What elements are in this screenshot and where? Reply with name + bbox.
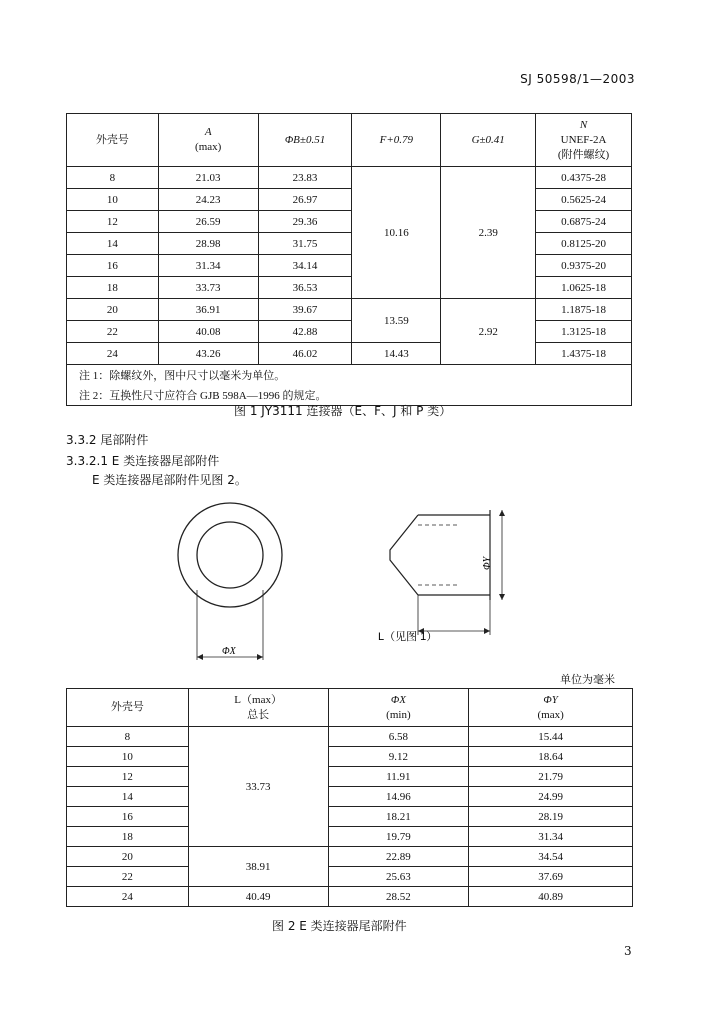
cell-x: 19.79 [328, 827, 469, 847]
col-header-y: ΦY (max) [469, 689, 633, 727]
cell-shell: 22 [67, 321, 159, 343]
cell-a: 24.23 [158, 189, 258, 211]
table-note: 注 1：除螺纹外，图中尺寸以毫米为单位。 [67, 365, 632, 386]
figure2-caption: 图 2 E 类连接器尾部附件 [272, 919, 407, 933]
table-note: 注 2：互换性尺寸应符合 GJB 598A—1996 的规定。 [67, 385, 632, 406]
cell-x: 28.52 [328, 887, 469, 907]
table-row [67, 167, 632, 189]
cell-l-group1: 33.73 [188, 727, 328, 847]
cell-n: 0.6875-24 [536, 211, 632, 233]
cell-shell: 10 [67, 189, 159, 211]
table-row [67, 255, 632, 277]
col-header-a: A (max) [158, 114, 258, 167]
col-header-b: ΦB±0.51 [258, 114, 352, 167]
cell-n: 0.4375-28 [536, 167, 632, 189]
cell-a: 33.73 [158, 277, 258, 299]
table-row [67, 767, 633, 787]
cell-shell: 24 [67, 343, 159, 365]
cell-a: 31.34 [158, 255, 258, 277]
cell-shell: 22 [67, 867, 189, 887]
unit-note: 单位为毫米 [560, 673, 615, 686]
cell-a: 40.08 [158, 321, 258, 343]
table-row [67, 827, 633, 847]
inner-circle [197, 522, 263, 588]
table-row [67, 211, 632, 233]
cell-y: 18.64 [469, 747, 633, 767]
cell-shell: 10 [67, 747, 189, 767]
cell-b: 42.88 [258, 321, 352, 343]
cell-x: 25.63 [328, 867, 469, 887]
cell-y: 21.79 [469, 767, 633, 787]
cell-y: 34.54 [469, 847, 633, 867]
table-row [67, 847, 633, 867]
col-header-g: G±0.41 [441, 114, 536, 167]
cell-shell: 8 [67, 167, 159, 189]
side-profile [390, 515, 418, 595]
cell-b: 31.75 [258, 233, 352, 255]
cell-y: 15.44 [469, 727, 633, 747]
cell-l-group2: 38.91 [188, 847, 328, 887]
col-header-x: ΦX (min) [328, 689, 469, 727]
cell-y: 37.69 [469, 867, 633, 887]
table-row [67, 189, 632, 211]
table-row [67, 343, 632, 365]
cell-y: 40.89 [469, 887, 633, 907]
cell-shell: 20 [67, 847, 189, 867]
arrow-head [499, 510, 505, 516]
cell-n: 1.1875-18 [536, 299, 632, 321]
cell-b: 29.36 [258, 211, 352, 233]
cell-b: 46.02 [258, 343, 352, 365]
cell-shell: 18 [67, 277, 159, 299]
table-row [67, 727, 633, 747]
cell-b: 23.83 [258, 167, 352, 189]
table-row [67, 867, 633, 887]
cell-shell: 8 [67, 727, 189, 747]
cell-shell: 16 [67, 255, 159, 277]
cell-shell: 24 [67, 887, 189, 907]
cell-shell: 20 [67, 299, 159, 321]
cell-b: 34.14 [258, 255, 352, 277]
dim-label-x: ΦX [222, 646, 236, 657]
arrow-head [499, 594, 505, 600]
arrow-head [257, 654, 263, 660]
cell-shell: 12 [67, 211, 159, 233]
section-heading-3-3-2: 3.3.2 尾部附件 [66, 433, 149, 447]
cell-b: 39.67 [258, 299, 352, 321]
table-row [67, 321, 632, 343]
col-header-l: L（max） 总长 [188, 689, 328, 727]
cell-shell: 14 [67, 787, 189, 807]
cell-a: 43.26 [158, 343, 258, 365]
cell-n: 1.3125-18 [536, 321, 632, 343]
table-row [67, 747, 633, 767]
cell-b: 26.97 [258, 189, 352, 211]
cell-f-group3: 14.43 [352, 343, 441, 365]
outer-circle [178, 503, 282, 607]
cell-b: 36.53 [258, 277, 352, 299]
cell-shell: 18 [67, 827, 189, 847]
table-row [67, 887, 633, 907]
cell-y: 24.99 [469, 787, 633, 807]
cell-g-group1: 2.39 [441, 167, 536, 299]
table-row [67, 299, 632, 321]
arrow-head [484, 628, 490, 634]
cell-g-group2: 2.92 [441, 299, 536, 365]
cell-l-group3: 40.49 [188, 887, 328, 907]
table-header-row [67, 689, 633, 727]
cell-n: 0.9375-20 [536, 255, 632, 277]
dimension-table-1 [66, 113, 632, 406]
cell-a: 21.03 [158, 167, 258, 189]
dim-label-l: L（见图 1） [378, 631, 438, 643]
col-header-shell: 外壳号 [67, 114, 159, 167]
cell-shell: 14 [67, 233, 159, 255]
col-header-shell: 外壳号 [67, 689, 189, 727]
cell-shell: 16 [67, 807, 189, 827]
table-row [67, 787, 633, 807]
cell-a: 28.98 [158, 233, 258, 255]
cell-n: 0.5625-24 [536, 189, 632, 211]
cell-f-group2: 13.59 [352, 299, 441, 343]
cell-n: 1.0625-18 [536, 277, 632, 299]
col-header-f: F+0.79 [352, 114, 441, 167]
figure1-caption: 图 1 JY3111 连接器（E、F、J 和 P 类） [234, 404, 452, 418]
col-header-n: N UNEF-2A (附件螺纹) [536, 114, 632, 167]
cell-a: 26.59 [158, 211, 258, 233]
cell-y: 31.34 [469, 827, 633, 847]
cell-x: 22.89 [328, 847, 469, 867]
table-row [67, 233, 632, 255]
standard-code: SJ 50598/1—2003 [520, 72, 635, 86]
cell-x: 18.21 [328, 807, 469, 827]
table-row [67, 807, 633, 827]
dimension-table-2 [66, 688, 633, 907]
cell-a: 36.91 [158, 299, 258, 321]
tail-accessory-drawing [150, 495, 550, 670]
dim-label-y: ΦY [482, 556, 493, 570]
cell-x: 11.91 [328, 767, 469, 787]
table-note-row [67, 365, 632, 386]
table-row [67, 277, 632, 299]
cell-x: 14.96 [328, 787, 469, 807]
page-number: 3 [624, 944, 632, 958]
table-header-row [67, 114, 632, 167]
section-heading-3-3-2-1: 3.3.2.1 E 类连接器尾部附件 [66, 454, 220, 468]
cell-shell: 12 [67, 767, 189, 787]
cell-y: 28.19 [469, 807, 633, 827]
arrow-head [197, 654, 203, 660]
cell-x: 6.58 [328, 727, 469, 747]
cell-x: 9.12 [328, 747, 469, 767]
cell-n: 0.8125-20 [536, 233, 632, 255]
section-body-text: E 类连接器尾部附件见图 2。 [92, 473, 247, 487]
cell-n: 1.4375-18 [536, 343, 632, 365]
cell-f-group1: 10.16 [352, 167, 441, 299]
